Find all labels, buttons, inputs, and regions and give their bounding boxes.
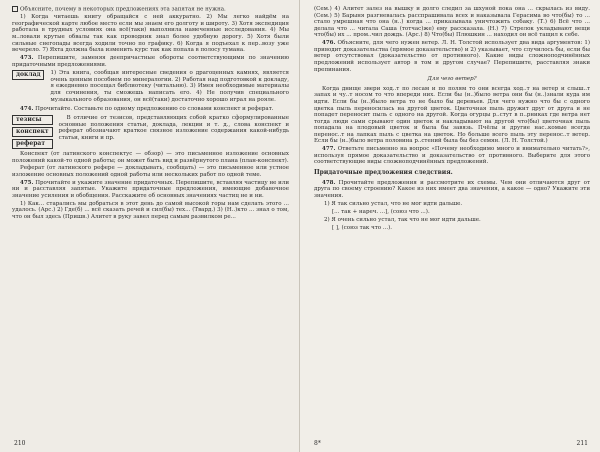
sentence-1: 1) Я так сильно устал, что не мог идти дальше. <box>324 201 463 208</box>
ex474-task: Прочитайте. Составьте по одному предложению со словами конспект и реферат. <box>35 106 274 113</box>
ex476-number: 476. <box>322 40 336 47</box>
term-konspekt: конспект <box>12 127 53 137</box>
why-text: Когда днище звери ход..т по лесам и по полям то они всегда ход..т на ветер и слыш..т запах и чу..т носом то что впереди них. Если бы (н..)было ветра они бы (н..)знали куда им идти. Если бы (н..)было ветра то не было бы деревьев. Для чего нужно что бы с одного цветка пыль переносилась на другой цветок. Цветочная пыль дружит друг от друга и не попадет переносит пыль с одного на другой. Когда огурцы р..стут в п..рниках где ветра нет тогда люди сами срывают один цветок и накладывают на другой что(бы) цветочная пыль попадала на плодовый цветок и была бы завязь. Пчёлы и другие нас..комые всегда перенос..т на лапках пыль с цветка на цветок. Но больше всего пыль эту перенос..т ветер. Если бы (н..)было ветра половина р..стений была бы без семян. (Л. Н. Толстой.) <box>314 85 590 145</box>
sentence-2: 2) Я очень сильно устал, так что не мог идти дальше. <box>324 216 481 223</box>
scheme-block <box>324 201 590 231</box>
terms-list <box>12 115 53 149</box>
ex478-number: 478. <box>322 179 336 186</box>
referat-text: Реферат (от латинского рефере — докладывать, сообщать) — это письменное или устное изложение основных положений одной работы или нескольких работ по одной теме. <box>12 165 289 178</box>
doklad-label: доклад <box>12 70 44 80</box>
scheme-2: [ ], (союз так что ...). <box>332 224 392 231</box>
page-number-right: 211 <box>576 440 588 448</box>
ex476-task: Объясните, для чего нужен ветер. Л. Н. Толстой использует два вида аргументов: 1) приводит доказательства (прямое доказательство) и 2) указывает, что случилось бы, если бы ветер отсутствовал (доказательство от противного). Какие виды сложноподчинённых предложений использует автор в том и другом случае? Перепишите, расставляя знаки препинания. <box>314 40 591 73</box>
terms-block <box>12 115 289 149</box>
page-number-left: 210 <box>14 440 26 448</box>
ex473-task: Перепишите, заменяя деепричастные обороты соответствующими по значению придаточными предложениями. <box>12 55 290 68</box>
term-referat: реферат <box>12 139 53 149</box>
ex475-text: 1) Как... старались мы добраться в этот день до самой высокой горы нам сделать этого ... удалось. (Арс.) 2) Где(б) ... всё сказать речей и сил(бы) тех... (Твард.) 3) (Н..)кто ... знал о том, что он был здесь (Пришв.) Алитет в руку завел перед самым развилком ре... <box>12 200 289 220</box>
ex475-task: Прочитайте и укажите значение придаточных. Перепишите, вставляя частицу не или ни и расставляя запятые. Укажите придаточные предложения, имеющие добавочное значение усиления и обобщения. Расскажите об основных значениях частиц не и ни. <box>12 179 290 199</box>
intro-line: Объясните, почему в некоторых предложениях эта запятая не нужна. <box>12 6 289 13</box>
ex473-number: 473. <box>20 55 34 62</box>
ex475-number: 475. <box>20 179 34 186</box>
doklad-text: 1) Эта книга, сообщая интересные сведения о драгоценных камнях, является очень ценным пособием по минералогии. 2) Работая над подготовкой к докладу, я ежедневно посещал библиотеку (читальню). 3) Имея необходимые материалы для сочинения, ты сможешь написать его. 4) Не получив специального музыкального образования, он всё(таки) достаточно хорошо играл на рояле. <box>50 70 289 103</box>
ex474-number: 474. <box>20 106 34 113</box>
signature-mark: 8* <box>314 440 321 448</box>
ex478-task: Прочитайте предложения и рассмотрите их схемы. Чем они отличаются друг от друга по своему строению? Какое из них имеет два значения, а какое — одно? Укажите эти значения. <box>314 179 590 199</box>
doklad-block <box>12 70 289 104</box>
checkbox-icon <box>12 6 18 12</box>
ex477-task: Ответьте письменно на вопрос «Почему необходимо много и внимательно читать?», используя прямое доказательство и доказательство от противного. Выберите для этого соответствующие виды сложноподчинённых предложений. <box>314 146 591 166</box>
ex472-text: 1) Когда читаешь книгу обращайся с ней аккуратно. 2) Мы легко найдём на географической карте любое место если мы знаем его долготу и широту. 3) Хотя экспедиция работала в трудных условиях она всё(таки) выполнила намеченные исследования. 4) Мы м..ловали крутые обвалы так как проводник знал более удобную дорогу. 5) Хотя были сильные снегопады всегда ходили точно по графику. 6) Когда я подъехал к пер..возу уже вечерело. 7) Яхта должна была изменить курс так как попала в полосу тумана. <box>12 14 289 54</box>
term-theses: тезисы <box>12 115 53 125</box>
why-title: Для чего ветер? <box>427 76 477 83</box>
scheme-1: [... так + нареч. ...], (союз что ...). <box>332 209 430 216</box>
right-page <box>300 0 600 452</box>
theses-text: В отличие от тезисов, представляющих собой кратко сформулированные основные положения статьи, доклада, лекции и т. д., слова конспект и реферат обозначают краткое связное изложение содержания какой-нибудь статьи, книги и пр. <box>58 114 289 141</box>
section-title: Придаточные предложения следствия. <box>314 169 453 177</box>
ex477-number: 477. <box>322 146 336 153</box>
right-top-text: (Сем.) 4) Алитет залез на вышку и долго следил за шхуной пока она ... скрылась из виду. (Сем.) 5) Барыня разгневалась расспрашивала всех и наказывала Герасима во что(бы) то ... стало умрешная что она (н..) когда ... приказывала уничтожить собаку. (Т.) 6) Всё что ... делала что ... читала Саша (тотчас)же) ему рассказала. (Н.) 7) Стрелок укладывают вещи что(бы) их ... пром..чил дождь. (Арс.) 8) Что(бы) Плюшкин ... находил он всё тащил к себе. <box>314 6 590 39</box>
konspekt-text: Конспект (от латинского конспектус — обзор) — это письменное изложение основных положений какой-то одной работы; он может быть вид и развёрнутого плана (план-конспект). <box>12 150 289 164</box>
